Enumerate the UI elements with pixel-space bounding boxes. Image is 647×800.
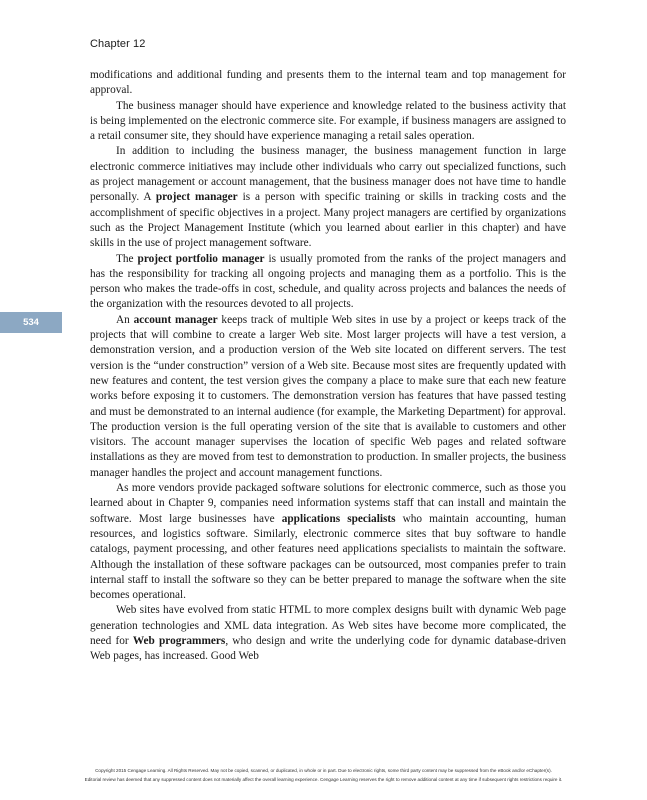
paragraph <box>90 252 566 313</box>
paragraph <box>90 481 566 603</box>
text-run: As more vendors provide packaged software solutions for electronic commerce, such as those you learned about in Chapter 9, companies need information systems staff that can install and maintain the software. Most large businesses have <box>90 482 566 525</box>
key-term: applications specialists <box>281 512 396 525</box>
text-run: In addition to including the business manager, the business management function in large electronic commerce initiatives may include other individuals who carry out specialized functions, such as project management or account management, that the business manager does not have time to handle personally. A <box>90 145 566 204</box>
text-run: keeps track of multiple Web sites in use by a project or keeps track of the projects that will combine to create a larger Web site. Most larger projects will have a test version, a demonstration version, and a production version of the Web site located on different servers. The test version is the “under construction” version of a Web site. Because most sites are frequently updated with new features and content, the test version gives the company a place to make sure that each new feature works before exposing it to customers. The demonstration version has features that have passed testing and must be demonstrated to an internal audience (for example, the Marketing Department) for approval. The production version is the full operating version of the site that is available to customers and other visitors. The account manager supervises the location of specific Web pages and related software installations as they are moved from test to demonstration to production. In smaller projects, the business manager handles the project and account management functions. <box>90 313 566 479</box>
paragraph <box>90 99 566 145</box>
key-term: Web programmers <box>132 634 226 647</box>
paragraph <box>90 144 566 251</box>
text-run: , who design and write the underlying code for dynamic database-driven Web pages, has increased. Good Web <box>90 634 567 663</box>
text-run: The <box>116 252 138 265</box>
copyright-line-1: Copyright 2015 Cengage Learning. All Rights Reserved. May not be copied, scanned, or duplicated, in whole or in part. Due to electronic rights, some third party content may be suppressed from the eBook and/or eChapter(s). <box>95 768 552 773</box>
text-run: modifications and additional funding and presents them to the internal team and top management for approval. <box>90 69 566 97</box>
copyright-line-2: Editorial review has deemed that any suppressed content does not materially affect the overall learning experience. Cengage Learning reserves the right to remove additional content at any time if subsequent rights restrictions require it. <box>84 777 563 782</box>
paragraph <box>90 603 566 664</box>
text-run: is a person with specific training or skills in tracking costs and the accomplishment of specific objectives in a project. Many project managers are certified by organizations such as the Project Management Institute (which you learned about earlier in this chapter) and have skills in the use of project management software. <box>90 191 566 250</box>
text-run: Web sites have evolved from static HTML to more complex designs built with dynamic Web page generation technologies and XML data integration. As Web sites have become more complicated, the need for <box>90 604 566 647</box>
paragraph <box>90 313 566 481</box>
key-term: project manager <box>155 191 238 204</box>
text-run: The business manager should have experience and knowledge related to the business activity that is being implemented on the electronic commerce site. For example, if business managers are assigned to a retail consumer site, they should have experience managing a retail sales operation. <box>90 99 566 143</box>
chapter-header: Chapter 12 <box>90 38 146 50</box>
copyright-footer <box>0 766 647 784</box>
key-term: project portfolio manager <box>137 252 265 265</box>
text-run: is usually promoted from the ranks of the project managers and has the responsibility for tracking all ongoing projects and managing them as a portfolio. This is the person who makes the trade-offs in cost, schedule, and quality across projects and balances the needs of the organization with the resources devoted to all projects. <box>90 252 567 311</box>
page-number-tab <box>0 312 62 333</box>
paragraph <box>90 68 566 99</box>
body-text <box>90 68 566 665</box>
text-run: who maintain accounting, human resources, and logistics software. Similarly, electronic commerce sites that buy software to handle catalogs, payment processing, and other features need applications specialists to maintain the software. Although the installation of these software packages can be outsourced, most companies prefer to train internal staff to install the software so they can be better prepared to manage the software when the site becomes operational. <box>90 512 566 602</box>
key-term: account manager <box>133 313 218 326</box>
page-number: 534 <box>23 317 39 328</box>
text-run: An <box>116 313 134 326</box>
